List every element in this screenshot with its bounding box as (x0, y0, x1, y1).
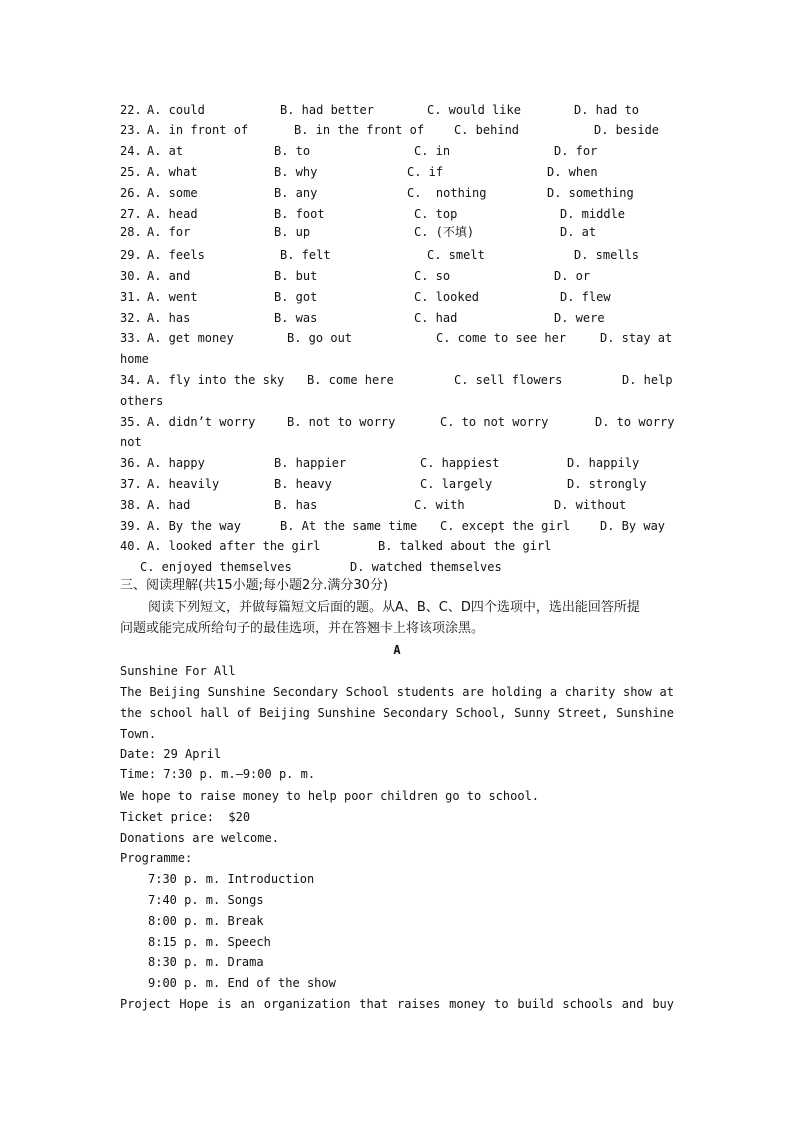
option-b: B. heavy (274, 477, 332, 491)
question-number: 28. (120, 225, 142, 239)
option-d: D. beside (594, 123, 660, 137)
question-number: 29. (120, 248, 142, 262)
question-34 (120, 370, 680, 390)
option-b: B. talked about the girl (378, 539, 552, 553)
question-33 (120, 328, 680, 348)
event-purpose: We hope to raise money to help poor children go to school. (120, 789, 540, 803)
question-number: 32. (120, 311, 142, 325)
option-b: B. go out (287, 331, 353, 345)
programme-item: 8:15 p. m. Speech (148, 935, 271, 949)
programme-item: 7:40 p. m. Songs (148, 893, 264, 907)
question-number: 40. (120, 539, 142, 553)
option-c: C. with (414, 498, 465, 512)
option-b: B. why (274, 165, 318, 179)
donations-note: Donations are welcome. (120, 831, 279, 845)
question-33-continuation: home (120, 352, 149, 366)
option-b: B. had better (280, 103, 374, 117)
question-number: 31. (120, 290, 142, 304)
passage-title: Sunshine For All (120, 664, 236, 678)
section-instruction: 阅读下列短文，并做每篇短文后面的题。从A、B、C、D四个选项中，选出能回答所提 (148, 600, 640, 615)
event-date: Date: 29 April (120, 747, 222, 761)
option-a: A. looked after the girl (147, 539, 321, 553)
event-time: Time: 7:30 p. m.—9:00 p. m. (120, 767, 316, 781)
option-b: B. to (274, 144, 311, 158)
question-number: 26. (120, 186, 142, 200)
option-d: D. something (547, 186, 634, 200)
option-c: C. if (407, 165, 444, 179)
option-c: C. behind (454, 123, 520, 137)
programme-item: 8:30 p. m. Drama (148, 955, 264, 969)
option-d: D. or (554, 269, 591, 283)
option-d: D. help (622, 373, 673, 387)
question-29 (120, 245, 680, 265)
option-a: A. at (147, 144, 184, 158)
question-number: 37. (120, 477, 142, 491)
option-b: B. come here (307, 373, 394, 387)
option-c: C. had (414, 311, 458, 325)
option-d: D. to worry (595, 415, 675, 429)
option-a: A. in front of (147, 123, 249, 137)
question-22 (120, 100, 680, 120)
option-c: C. nothing (407, 186, 487, 200)
option-c: C. in (414, 144, 451, 158)
option-c: C. (不填) (414, 225, 475, 239)
option-c: C. would like (427, 103, 521, 117)
question-23 (120, 120, 680, 140)
question-number: 22. (120, 103, 142, 117)
question-number: 38. (120, 498, 142, 512)
option-a: A. didn’t worry (147, 415, 256, 429)
question-25 (120, 162, 680, 182)
question-number: 23. (120, 123, 142, 137)
option-a: A. fly into the sky (147, 373, 285, 387)
question-38 (120, 495, 680, 515)
section-heading: 三、阅读理解(共15小题;每小题2分.满分30分) (120, 578, 389, 593)
option-b: B. was (274, 311, 318, 325)
question-40-row2 (140, 557, 680, 577)
option-c: C. enjoyed themselves (140, 560, 292, 574)
option-c: C. largely (420, 477, 493, 491)
option-a: A. get money (147, 331, 234, 345)
question-27 (120, 204, 680, 224)
question-24 (120, 141, 680, 161)
option-a: A. and (147, 269, 191, 283)
programme-item: 9:00 p. m. End of the show (148, 976, 336, 990)
programme-item: 8:00 p. m. Break (148, 914, 264, 928)
option-a: A. went (147, 290, 198, 304)
question-number: 27. (120, 207, 142, 221)
option-c: C. smelt (427, 248, 485, 262)
option-a: A. had (147, 498, 191, 512)
option-a: A. By the way (147, 519, 241, 533)
option-d: D. watched themselves (350, 560, 502, 574)
option-b: B. felt (280, 248, 331, 262)
option-a: A. could (147, 103, 205, 117)
option-a: A. some (147, 186, 198, 200)
option-b: B. At the same time (280, 519, 418, 533)
section-instruction-continuation: 问题或能完成所给句子的最佳选项，并在答翘卡上将该项涂黑。 (120, 621, 485, 636)
question-number: 25. (120, 165, 142, 179)
question-37 (120, 474, 680, 494)
programme-item: 7:30 p. m. Introduction (148, 872, 315, 886)
question-26 (120, 183, 680, 203)
option-b: B. any (274, 186, 318, 200)
question-number: 36. (120, 456, 142, 470)
option-b: B. happier (274, 456, 347, 470)
option-c: C. sell flowers (454, 373, 563, 387)
question-31 (120, 287, 680, 307)
programme-label: Programme: (120, 851, 193, 865)
option-a: A. heavily (147, 477, 220, 491)
option-d: D. By way (600, 519, 666, 533)
question-35-continuation: not (120, 435, 142, 449)
question-number: 34. (120, 373, 142, 387)
option-d: D. for (554, 144, 598, 158)
option-b: B. up (274, 225, 311, 239)
question-35 (120, 412, 680, 432)
question-39 (120, 516, 680, 536)
question-36 (120, 453, 680, 473)
option-d: D. had to (574, 103, 640, 117)
option-d: D. at (560, 225, 597, 239)
question-number: 33. (120, 331, 142, 345)
option-b: B. but (274, 269, 318, 283)
option-d: D. smells (574, 248, 640, 262)
passage-intro-line: Town. (120, 727, 157, 741)
passage-body-line: Project Hope is an organization that raises money to build schools and buy (120, 997, 674, 1011)
passage-intro-line: the school hall of Beijing Sunshine Secondary School, Sunny Street, Sunshine (120, 706, 674, 720)
question-40 (120, 536, 680, 556)
option-b: B. not to worry (287, 415, 396, 429)
option-c: C. looked (414, 290, 480, 304)
passage-intro-line: The Beijing Sunshine Secondary School students are holding a charity show at (120, 685, 674, 699)
option-d: D. happily (567, 456, 640, 470)
option-d: D. flew (560, 290, 611, 304)
option-a: A. head (147, 207, 198, 221)
option-d: D. were (554, 311, 605, 325)
question-34-continuation: others (120, 394, 164, 408)
question-32 (120, 308, 680, 328)
option-b: B. in the front of (294, 123, 425, 137)
option-b: B. got (274, 290, 318, 304)
question-30 (120, 266, 680, 286)
option-b: B. foot (274, 207, 325, 221)
option-c: C. happiest (420, 456, 500, 470)
question-number: 39. (120, 519, 142, 533)
option-c: C. come to see her (436, 331, 567, 345)
option-a: A. happy (147, 456, 205, 470)
option-c: C. so (414, 269, 451, 283)
question-number: 24. (120, 144, 142, 158)
option-a: A. feels (147, 248, 205, 262)
option-b: B. has (274, 498, 318, 512)
option-a: A. what (147, 165, 198, 179)
option-d: D. when (547, 165, 598, 179)
passage-label: A (393, 643, 401, 657)
option-a: A. has (147, 311, 191, 325)
option-a: A. for (147, 225, 191, 239)
option-d: D. strongly (567, 477, 647, 491)
ticket-price: Ticket price: $20 (120, 810, 251, 824)
option-c: C. to not worry (440, 415, 549, 429)
question-number: 30. (120, 269, 142, 283)
option-c: C. except the girl (440, 519, 571, 533)
option-d: D. middle (560, 207, 626, 221)
option-c: C. top (414, 207, 458, 221)
question-number: 35. (120, 415, 142, 429)
option-d: D. stay at (600, 331, 673, 345)
question-28 (120, 222, 680, 242)
option-d: D. without (554, 498, 627, 512)
